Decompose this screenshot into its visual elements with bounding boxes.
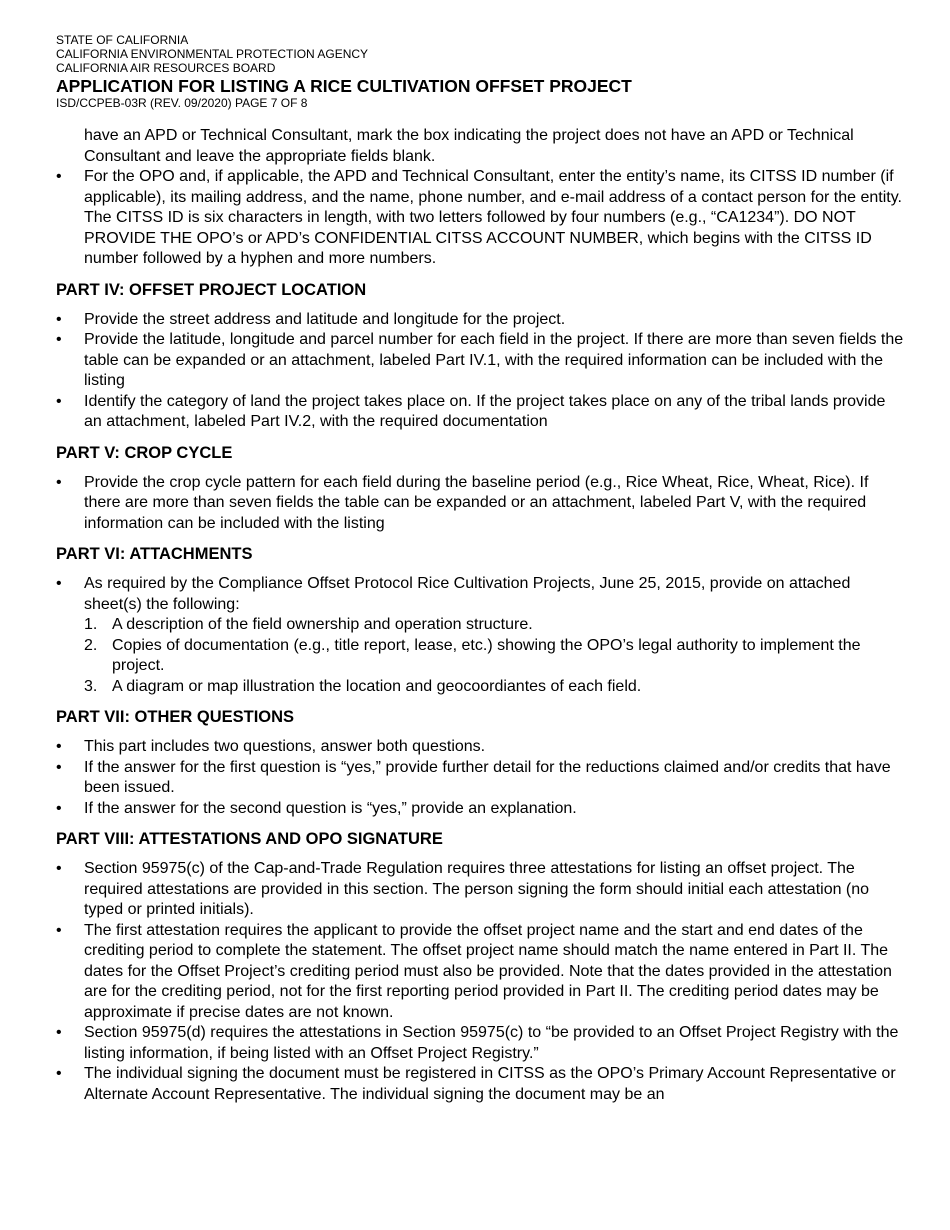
intro-list — [56, 167, 906, 270]
item-text: A description of the field ownership and operation structure. — [112, 616, 533, 633]
list-item — [56, 574, 906, 697]
list-item: • Section 95975(d) requires the attestations in Section 95975(c) to “be provided to an Offset Project Registry with the listing information, if being listed with an Offset Project Registry.” — [56, 1023, 906, 1064]
list-item: • If the answer for the first question is “yes,” provide further detail for the reductions claimed and/or credits that have been issued. — [56, 758, 906, 799]
state-name: STATE OF CALIFORNIA — [56, 33, 189, 47]
part-vi-list — [56, 574, 906, 697]
item-text: Copies of documentation (e.g., title report, lease, etc.) showing the OPO’s legal authority to implement the project. — [112, 636, 861, 674]
numbered-item — [84, 636, 906, 677]
attachments-intro: As required by the Compliance Offset Protocol Rice Cultivation Projects, June 25, 2015, provide on attached sheet(s) the following: — [84, 575, 851, 613]
part-vii-heading: PART VII: OTHER QUESTIONS — [56, 708, 295, 726]
document-page — [56, 33, 906, 1105]
numbered-item — [84, 615, 906, 636]
list-item: • If the answer for the second question is “yes,” provide an explanation. — [56, 799, 906, 820]
attachments-numbered-list — [84, 615, 906, 697]
instructions-body — [56, 126, 906, 1105]
form-id: ISD/CCPEB-03R (REV. 09/2020) PAGE 7 OF 8 — [56, 96, 308, 110]
item-text: A diagram or map illustration the location and geocoordiantes of each field. — [112, 677, 642, 695]
numbered-item — [84, 677, 906, 698]
list-item: • This part includes two questions, answer both questions. — [56, 737, 906, 758]
form-title: APPLICATION FOR LISTING A RICE CULTIVATION OFFSET PROJECT — [56, 76, 632, 96]
item-number: 3. — [84, 677, 98, 695]
list-item: • Provide the street address and latitude and longitude for the project. — [56, 310, 906, 331]
list-item: • Identify the category of land the project takes place on. If the project takes place on any of the tribal lands provide an attachment, labeled Part IV.2, with the required documentation — [56, 392, 906, 433]
part-v-heading: PART V: CROP CYCLE — [56, 443, 233, 462]
part-viii-list — [56, 859, 906, 1105]
list-item: • Provide the crop cycle pattern for each field during the baseline period (e.g., Rice Wheat, Rice, Wheat, Rice). If there are more than seven fields the table can be expanded or an attachment, labeled Part V, with the required information can be included with the listing — [56, 473, 906, 535]
list-item: • The first attestation requires the applicant to provide the offset project name and the start and end dates of the crediting period to complete the statement. The offset project name should match the name entered in Part II. The dates for the Offset Project’s crediting period must also be provided. Note that the dates provided in the attestation are for the crediting period, not for the first reporting period provided in Part II. The crediting period dates may be approximate if precise dates are not known. — [56, 921, 906, 1024]
list-item: • The individual signing the document must be registered in CITSS as the OPO’s Primary Account Representative or Alternate Account Representative. The individual signing the document may be an — [56, 1064, 906, 1105]
part-v-list — [56, 473, 906, 535]
board-name: CALIFORNIA AIR RESOURCES BOARD — [56, 61, 276, 75]
item-number: 2. — [84, 636, 98, 654]
agency-name: CALIFORNIA ENVIRONMENTAL PROTECTION AGENCY — [56, 47, 369, 61]
part-iv-heading: PART IV: OFFSET PROJECT LOCATION — [56, 280, 367, 299]
part-iv-list — [56, 310, 906, 433]
list-item: • For the OPO and, if applicable, the APD and Technical Consultant, enter the entity’s name, its CITSS ID number (if applicable), its mailing address, and the name, phone number, and e-mail address of a contact person for the entity. The CITSS ID is six characters in length, with two letters followed by four numbers (e.g., “CA1234”). DO NOT PROVIDE THE OPO’s or APD’s CONFIDENTIAL CITSS ACCOUNT NUMBER, which begins with the CITSS ID number followed by a hyphen and more numbers. — [56, 167, 906, 270]
form-header — [56, 33, 906, 111]
list-item: • Section 95975(c) of the Cap-and-Trade Regulation requires three attestations for listing an offset project. The required attestations are provided in this section. The person signing the form should initial each attestation (no typed or printed initials). — [56, 859, 906, 921]
part-viii-heading: PART VIII: ATTESTATIONS AND OPO SIGNATURE — [56, 830, 443, 848]
part-vii-list — [56, 737, 906, 819]
continuation-text: have an APD or Technical Consultant, mark the box indicating the project does not have an APD or Technical Consultant and leave the appropriate fields blank. — [84, 127, 854, 165]
part-vi-heading: PART VI: ATTACHMENTS — [56, 545, 253, 563]
list-item: • Provide the latitude, longitude and parcel number for each field in the project. If there are more than seven fields the table can be expanded or an attachment, labeled Part IV.1, with the required information can be included with the listing — [56, 330, 906, 392]
item-number: 1. — [84, 616, 98, 633]
